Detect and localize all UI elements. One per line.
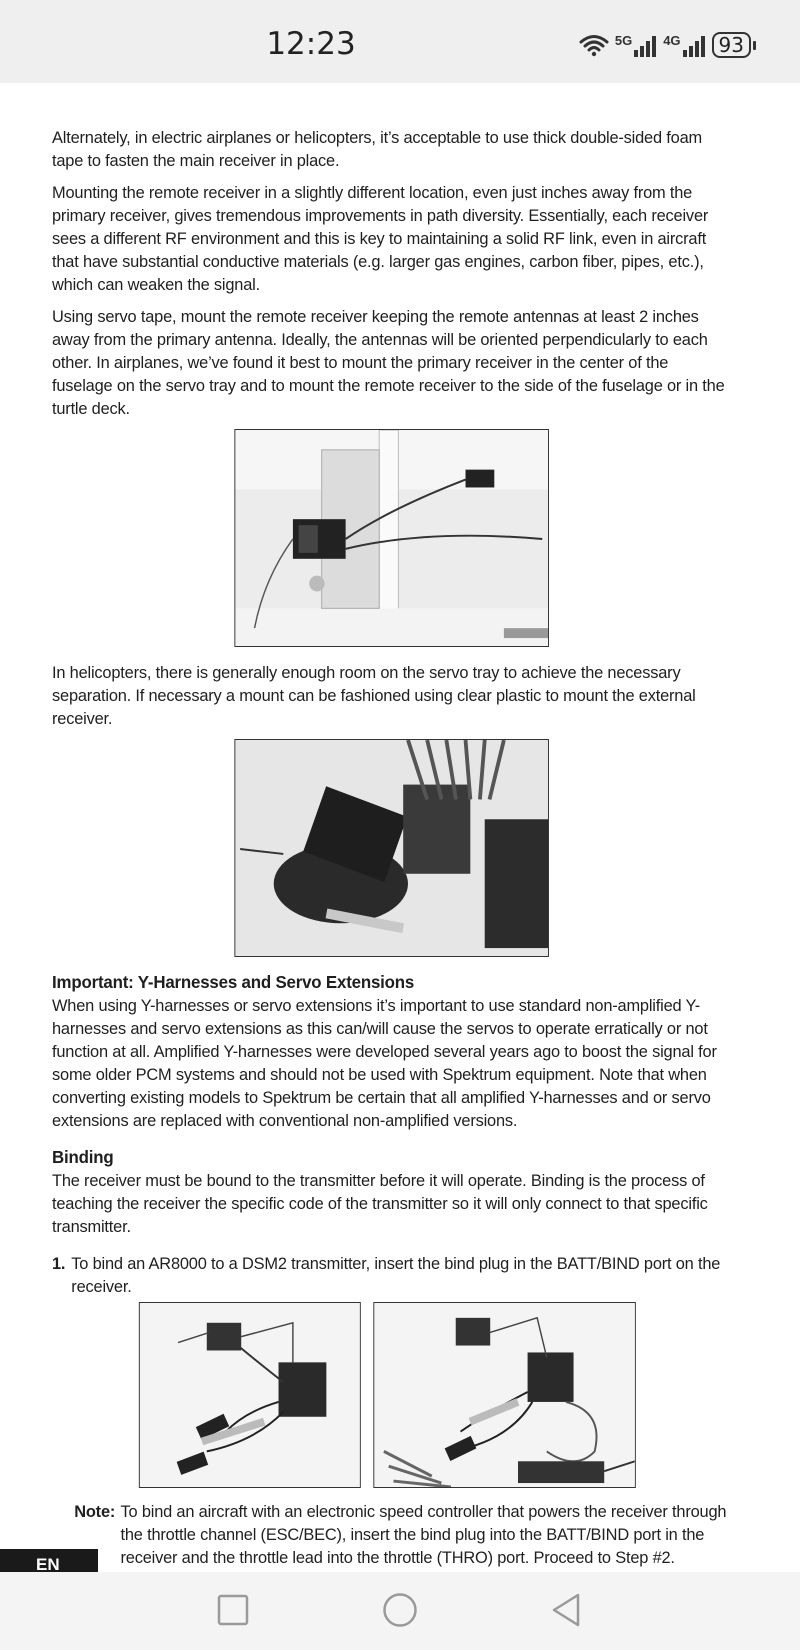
paragraph-path-diversity: Mounting the remote receiver in a slightly different location, even just inches away from the primary receiver, gives tremendous improvements in path diversity. Essentially, each receiver sees a different RF environment and this is key to maintaining a solid RF link, even in aircraft that have substantial conductive materials (e.g. larger gas engines, carbon fiber, pipes, etc.), which can weaken the signal. — [52, 183, 709, 294]
triangle-back-icon[interactable] — [544, 1588, 588, 1632]
battery-tip — [753, 41, 756, 50]
paragraph-y-harnesses: When using Y-harnesses or servo extensions it’s important to use standard non-amplified Y-harnesses and servo extensions as this can/will cause the servos to operate erratically or not function at all. Amplified Y-harnesses were developed several years ago to boost the signal for some older PCM systems and should not be used with Spektrum equipment. Note that when converting existing models to Spektrum be certain that all amplified Y-harnesses and or servo extensions are replaced with conventional non-amplified versions. — [52, 996, 717, 1130]
bind-plug-photo-right — [373, 1302, 635, 1488]
paragraph-helicopters: In helicopters, there is generally enough room on the servo tray to achieve the necessary separation. If necessary a mount can be fashioned using clear plastic to mount the external receiver. — [52, 663, 696, 728]
square-recent-apps-icon[interactable] — [211, 1588, 255, 1632]
document-page — [52, 126, 731, 1569]
heading-binding: Binding — [52, 1147, 114, 1167]
bind-plug-photo-left — [139, 1302, 361, 1488]
paragraph-double-sided-tape: Alternately, in electric airplanes or helicopters, it’s acceptable to use thick double-sided foam tape to fasten the main receiver in place. — [52, 128, 702, 170]
battery-level: 93 — [712, 32, 751, 58]
status-time: 12:23 — [266, 26, 356, 62]
paragraph-servo-tape: Using servo tape, mount the remote receiver keeping the remote antennas at least 2 inches away from the primary antenna. Ideally, the antennas will be oriented perpendicularly to each other. In airplanes, we’ve found it best to mount the primary receiver in the center of the fuselage on the servo tray and to mount the remote receiver to the side of the fuselage or in the turtle deck. — [52, 307, 725, 418]
status-bar — [0, 0, 800, 83]
signal-4g-icon — [663, 34, 705, 57]
step-1-text: To bind an AR8000 to a DSM2 transmitter, insert the bind plug in the BATT/BIND port on the receiver. — [71, 1254, 721, 1296]
helicopter-receiver-mounting-photo — [234, 739, 549, 957]
status-icons — [579, 32, 756, 58]
note-label: Note: — [74, 1502, 116, 1521]
note-esc-bec — [74, 1500, 731, 1569]
step-1-number: 1. — [52, 1254, 66, 1273]
note-text: To bind an aircraft with an electronic speed controller that powers the receiver through the throttle channel (ESC/BEC), insert the bind plug into the BATT/BIND port in the receiver and the throttle lead into the throttle (THRO) port. Proceed to Step #2. — [120, 1502, 727, 1567]
heading-y-harnesses: Important: Y-Harnesses and Servo Extensions — [52, 972, 415, 992]
wifi-icon — [579, 33, 609, 57]
bind-photos-row — [139, 1302, 732, 1488]
language-tab: EN — [0, 1549, 98, 1572]
step-1 — [52, 1252, 731, 1298]
signal-5g-icon — [615, 34, 657, 57]
signal-4g-label: 4G — [663, 32, 681, 48]
signal-5g-label: 5G — [614, 32, 633, 48]
paragraph-binding: The receiver must be bound to the transmitter before it will operate. Binding is the process of teaching the receiver the specific code of the transmitter so it will only connect to that specific transmitter. — [52, 1171, 708, 1236]
airplane-receiver-mounting-photo — [234, 429, 549, 647]
navigation-bar — [0, 1572, 800, 1650]
battery-icon — [712, 32, 756, 58]
circle-home-icon[interactable] — [378, 1588, 422, 1632]
